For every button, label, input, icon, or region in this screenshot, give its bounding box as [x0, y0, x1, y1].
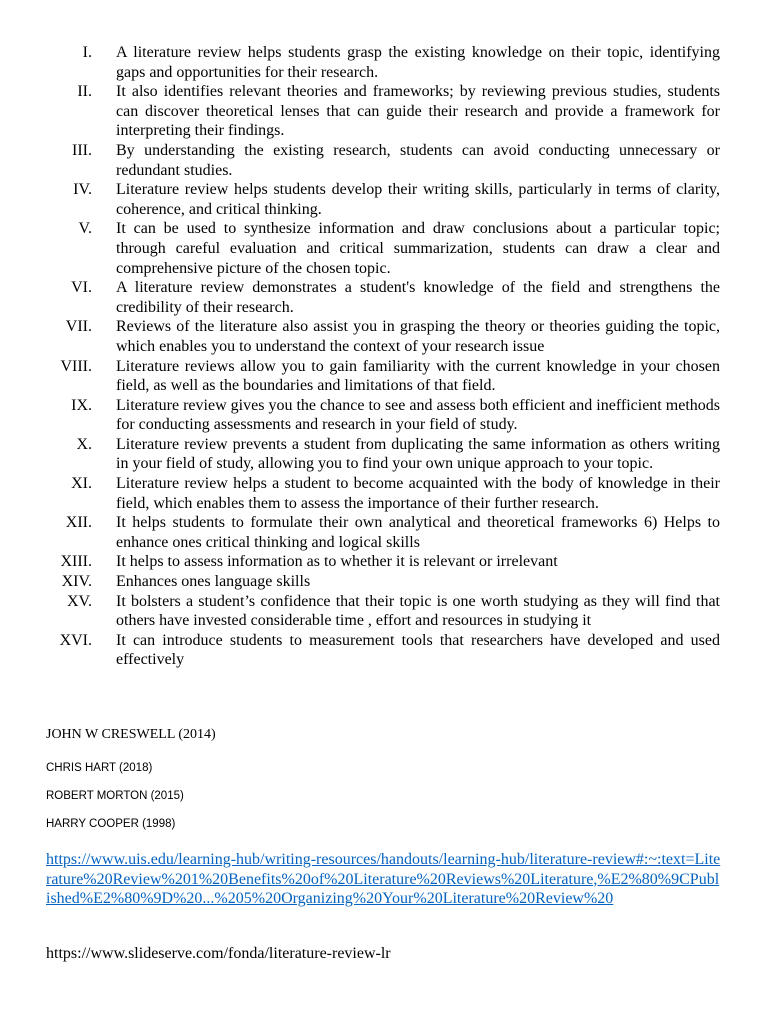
- list-item-number: XI.: [71, 475, 92, 493]
- list-item: [46, 592, 720, 631]
- list-item-text: A literature review demonstrates a student's knowledge of the field and strengthens the credibility of their research.: [116, 279, 720, 316]
- list-item-text: It helps to assess information as to whether it is relevant or irrelevant: [116, 553, 558, 571]
- list-item: [46, 572, 720, 592]
- list-item-text: It can be used to synthesize information and draw conclusions about a particular topic; through careful evaluation and critical summarization, students can draw a clear and comprehensive picture of the chosen topic.: [116, 220, 720, 277]
- list-item-number: III.: [72, 141, 92, 159]
- list-item-number: XIII.: [60, 553, 92, 571]
- list-item: [46, 552, 720, 572]
- list-item: [46, 357, 720, 396]
- list-item-text: Literature review helps a student to become acquainted with the body of knowledge in their field, which enables them to assess the importance of their further research.: [116, 475, 720, 512]
- list-item: [46, 396, 720, 435]
- list-item: [46, 141, 720, 180]
- list-item: [46, 317, 720, 356]
- reference-hart: CHRIS HART (2018): [46, 762, 153, 774]
- list-item-number: IV.: [73, 181, 92, 199]
- reference-cooper: HARRY COOPER (1998): [46, 818, 176, 830]
- list-item: [46, 82, 720, 141]
- list-item: [46, 631, 720, 670]
- list-item: [46, 435, 720, 474]
- list-item-text: Enhances ones language skills: [116, 573, 311, 591]
- list-item-text: Reviews of the literature also assist you in grasping the theory or theories guiding the topic, which enables you to understand the context of your research issue: [116, 318, 720, 355]
- list-item-text: Literature review prevents a student from duplicating the same information as others writing in your field of study, allowing you to find your own unique approach to your topic.: [116, 435, 720, 473]
- list-item-number: II.: [77, 83, 92, 101]
- list-item-number: I.: [82, 44, 92, 61]
- list-item-number: VIII.: [60, 357, 92, 375]
- list-item-number: X.: [76, 435, 92, 453]
- list-item-number: XVI.: [59, 631, 92, 649]
- benefits-list: [46, 43, 720, 670]
- list-item-text: It can introduce students to measurement tools that researchers have developed and used effectively: [116, 631, 720, 669]
- list-item-number: V.: [78, 220, 92, 238]
- list-item-text: By understanding the existing research, students can avoid conducting unnecessary or redundant studies.: [116, 141, 720, 179]
- list-item-number: IX.: [71, 396, 92, 414]
- list-item: [46, 43, 720, 82]
- list-item: [46, 513, 720, 552]
- list-item-text: It also identifies relevant theories and frameworks; by reviewing previous studies, students can discover theoretical lenses that can guide their research and provide a framework for interpreting their findings.: [116, 83, 720, 140]
- list-item-text: It helps students to formulate their own analytical and theoretical frameworks 6) Helps to enhance ones critical thinking and logical skills: [116, 514, 720, 551]
- list-item-number: XIV.: [61, 573, 92, 591]
- reference-morton: ROBERT MORTON (2015): [46, 790, 184, 802]
- uis-hyperlink[interactable]: https://www.uis.edu/learning-hub/writing-resources/handouts/learning-hub/literature-review#:~:text=Literature%20Review%201%20Benefits%20of%20Literature%20Reviews%20Literature,%E2%80%9CPublished%E2%80%9D%20...%205%20Organizing%20Your%20Literature%20Review%20: [46, 851, 721, 908]
- list-item-number: XII.: [65, 514, 92, 532]
- list-item-number: VII.: [65, 318, 92, 336]
- list-item-text: It bolsters a student’s confidence that their topic is one worth studying as they will find that others have invested considerable time , effort and resources in studying it: [116, 592, 720, 630]
- list-item-text: A literature review helps students grasp the existing knowledge on their topic, identifying gaps and opportunities for their research.: [116, 44, 720, 81]
- list-item: [46, 219, 720, 278]
- list-item-text: Literature review helps students develop their writing skills, particularly in terms of clarity, coherence, and critical thinking.: [116, 181, 720, 218]
- list-item: [46, 180, 720, 219]
- list-item: [46, 278, 720, 317]
- list-item-number: XV.: [66, 592, 92, 610]
- list-item: [46, 474, 720, 513]
- list-item-text: Literature reviews allow you to gain familiarity with the current knowledge in your chosen field, as well as the boundaries and limitations of that field.: [116, 357, 720, 395]
- list-item-number: VI.: [71, 279, 92, 297]
- reference-creswell: JOHN W CRESWELL (2014): [46, 727, 216, 742]
- list-item-text: Literature review gives you the chance to see and assess both efficient and inefficient methods for conducting assessments and research in your field of study.: [116, 396, 720, 434]
- slideserve-url: https://www.slideserve.com/fonda/literature-review-lr: [46, 945, 391, 962]
